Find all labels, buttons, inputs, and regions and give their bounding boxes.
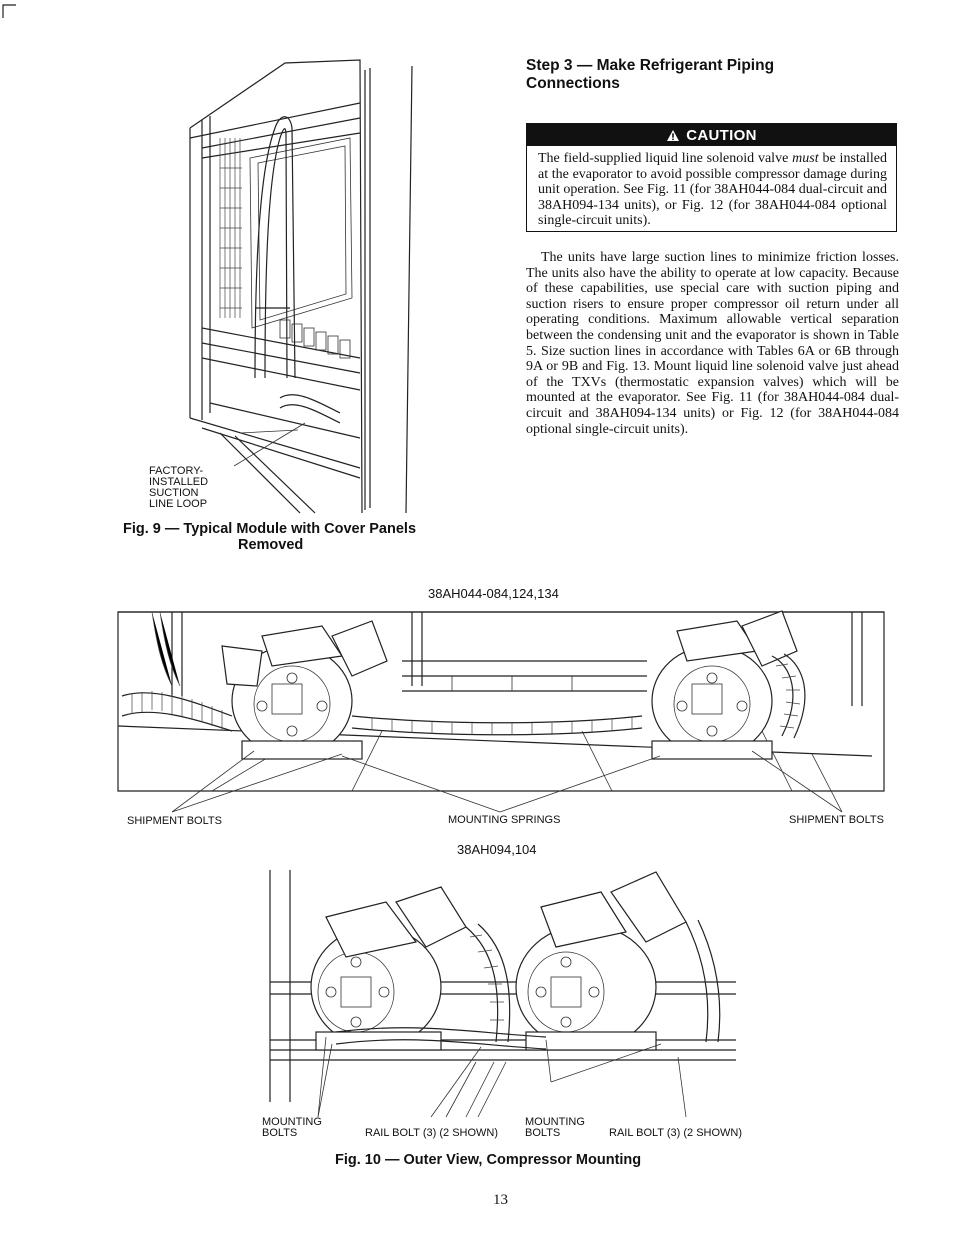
step3-heading-line-1: Step 3 — Make Refrigerant Piping [526, 57, 775, 74]
fig10-caption: Fig. 10 — Outer View, Compressor Mounting [335, 1152, 642, 1168]
label-mounting-bolts-left [262, 1117, 322, 1139]
caution-text-emphasis: must [792, 151, 819, 166]
label-mounting-bolts-right-line-1: MOUNTING [525, 1116, 585, 1128]
label-mounting-bolts-right-line-2: BOLTS [525, 1127, 561, 1139]
caution-header [527, 124, 896, 146]
fig10-bottom-model: 38AH094,104 [457, 842, 537, 857]
caution-box [526, 123, 897, 232]
label-rail-bolt-left: RAIL BOLT (3) (2 SHOWN) [365, 1127, 499, 1139]
callout-line-3: SUCTION [149, 487, 199, 499]
fig9-caption-line-1: Fig. 9 — Typical Module with Cover Panels [123, 521, 417, 537]
warning-triangle-icon [666, 129, 680, 142]
body-paragraph: The units have large suction lines to minimize friction losses. The units also have the ability to operate at low capacity. Because of these capabilities, use special care with suction piping and suction risers to ensure proper compressor oil return under all operating conditions. Maximum allowable vertical separation between the condensing unit and the evaporator is shown in Table 5. Size suction lines in accordance with Tables 6A or 6B through 9A or 9B and Fig. 13. Mount liquid line solenoid valve just ahead of the TXVs (thermostatic expansion valves) which will be mounted at the evaporator. See Fig. 11 (for 38AH044-084 dual-circuit and 38AH094-134 units) or Fig. 12 (for 38AH044-084 optional single-circuit units). [526, 250, 899, 437]
callout-line-1: FACTORY- [149, 465, 204, 477]
callout-line-2: INSTALLED [149, 476, 209, 488]
label-mounting-springs: MOUNTING SPRINGS [448, 814, 561, 826]
step3-heading [526, 57, 906, 93]
fig10-bottom-illustration [266, 862, 746, 1117]
crop-mark [0, 0, 20, 20]
label-shipment-bolts-right: SHIPMENT BOLTS [789, 814, 884, 826]
caution-text-before: The field-supplied liquid line solenoid valve [538, 151, 793, 166]
fig9-callout [149, 466, 229, 510]
fig10-top-illustration [112, 606, 887, 831]
label-mounting-bolts-left-line-2: BOLTS [262, 1127, 298, 1139]
caution-text-after: be installed at the evaporator to avoid possible compressor damage during unit operation. See Fig. 11 (for 38AH044-084 dual-circuit and 38AH094-134 units), or Fig. 12 (for 38AH044-084 optional single-circuit units). [538, 151, 887, 228]
caution-text [527, 146, 896, 229]
label-shipment-bolts-left: SHIPMENT BOLTS [127, 815, 222, 827]
fig9-caption-line-2: Removed [238, 537, 304, 553]
label-mounting-bolts-right [525, 1117, 585, 1139]
label-rail-bolt-right: RAIL BOLT (3) (2 SHOWN) [609, 1127, 743, 1139]
page-number: 13 [493, 1192, 508, 1208]
label-mounting-bolts-left-line-1: MOUNTING [262, 1116, 322, 1128]
fig9-caption [123, 521, 453, 553]
fig9-module-illustration [180, 58, 425, 513]
caution-label: CAUTION [686, 126, 757, 144]
fig10-top-model: 38AH044-084,124,134 [428, 586, 559, 601]
callout-line-4: LINE LOOP [149, 498, 208, 510]
step3-heading-line-2: Connections [526, 75, 620, 92]
